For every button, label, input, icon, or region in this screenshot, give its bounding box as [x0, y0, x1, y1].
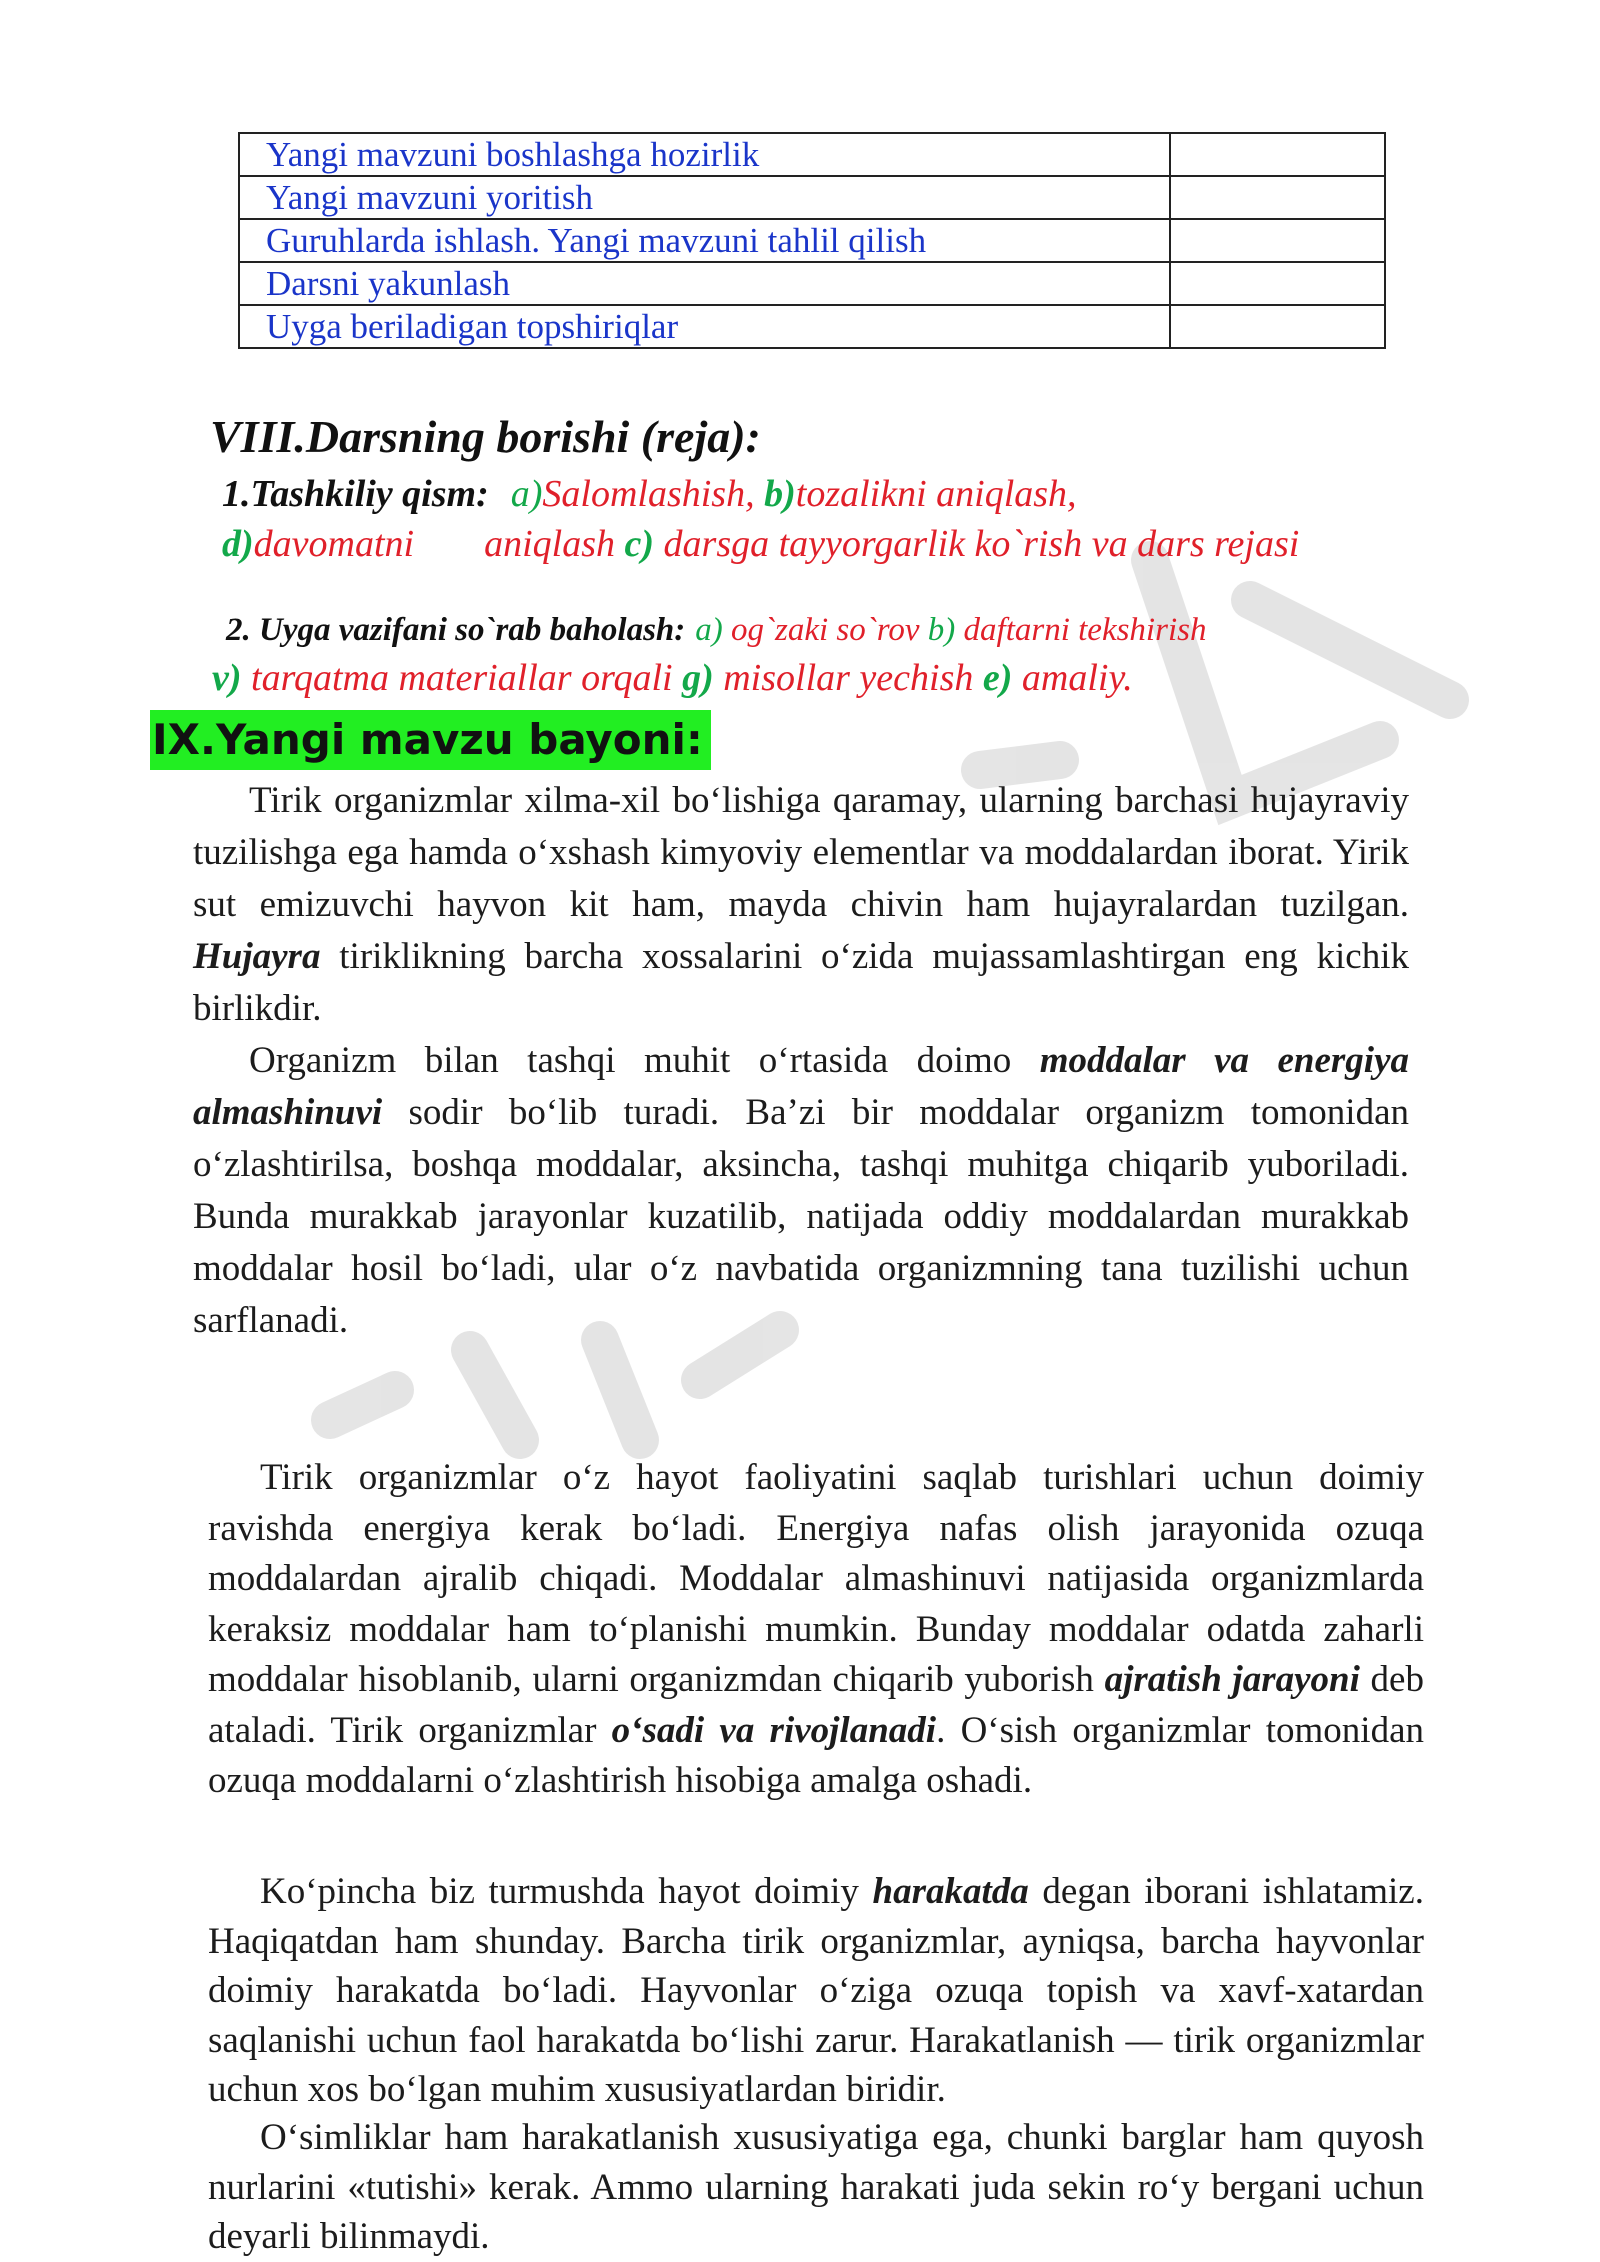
table-cell-empty	[1170, 262, 1385, 305]
option-marker: a)	[695, 612, 723, 648]
paragraph-text: Tirik organizmlar xilma-xil bo‘lishiga qaramay, ularning barchasi hujayraviy tuzilishga ega hamda o‘xshash kimyoviy elementlar va moddalardan iborat. Yirik sut emizuvchi hayvon kit ham, mayda chivin ham hujayralardan tuzilgan.	[193, 780, 1409, 925]
table-row	[239, 219, 1385, 262]
paragraph-text: Organizm bilan tashqi muhit o‘rtasida doimo	[249, 1040, 1040, 1081]
paragraph-text: Ko‘pincha biz turmushda hayot doimiy	[260, 1871, 873, 1912]
option-text: tozalikni aniqlash,	[795, 473, 1077, 515]
table-cell: Guruhlarda ishlash. Yangi mavzuni tahlil qilish	[239, 219, 1170, 262]
bold-term: moddalar va energiya almashinuvi	[193, 1040, 1409, 1133]
paragraph-text: deb ataladi. Tirik organizmlar	[208, 1659, 1424, 1751]
paragraph-text: tiriklikning barcha xossalarini o‘zida mujassamlashtirgan eng kichik birlikdir.	[193, 936, 1409, 1029]
bold-term: o‘sadi va rivojlanadi	[611, 1709, 937, 1751]
section-ix-heading: IX.Yangi mavzu bayoni:	[150, 710, 711, 770]
paragraph	[208, 1867, 1424, 2115]
plan-item-2-cont	[212, 656, 1133, 700]
option-marker: d)	[222, 523, 254, 565]
table-cell-empty	[1170, 305, 1385, 348]
option-text: tarqatma materiallar orqali	[241, 657, 683, 699]
option-marker: b)	[927, 612, 956, 648]
table-cell-empty	[1170, 133, 1385, 176]
paragraph	[208, 2113, 1424, 2262]
option-marker: c)	[624, 523, 655, 565]
paragraph-text: O‘simliklar ham harakatlanish xususiyatiga ega, chunki barglar ham quyosh nurlarini «tutishi» kerak. Ammo ularning harakati juda sekin ro‘y bergani uchun deyarli bilinmaydi.	[208, 2117, 1424, 2257]
item-label: 1.Tashkiliy qism	[222, 473, 477, 515]
paragraph-text: degan iborani ishlatamiz. Haqiqatdan ham shunday. Barcha tirik organizmlar, ayniqsa, barcha hayvonlar doimiy harakatda bo‘ladi. Hayvonlar o‘ziga ozuqa topish va xavf-xatardan saqlanishi uchun faol harakatda bo‘lishi zarur. Harakatlanish — tirik organizmlar uchun xos bo‘lgan muhim xususiyatlardan biridir.	[208, 1871, 1424, 2110]
section-viii-heading: VIII.Darsning borishi (reja):	[210, 411, 761, 462]
table-row	[239, 305, 1385, 348]
plan-item-1-cont	[222, 522, 1299, 566]
option-marker: g)	[682, 657, 714, 699]
paragraph	[193, 1035, 1409, 1347]
item-colon: :	[476, 473, 489, 515]
paragraph-text: . O‘sish organizmlar tomonidan ozuqa moddalarni o‘zlashtirish hisobiga amalga oshadi.	[208, 1709, 1424, 1801]
lesson-plan-table	[238, 132, 1386, 349]
bold-term: ajratish jarayoni	[1104, 1659, 1360, 1700]
paragraph-text: Tirik organizmlar o‘z hayot faoliyatini saqlab turishlari uchun doimiy ravishda energiya kerak bo‘ladi. Energiya nafas olish jarayonida ozuqa moddalardan ajralib chiqadi. Moddalar almashinuvi natijasida organizmlarda keraksiz moddalar ham to‘planishi mumkin. Bunday moddalar odatda zaharli moddalar hisoblanib, ularni organizmdan chiqarib yuborish	[208, 1457, 1424, 1700]
table-row	[239, 133, 1385, 176]
option-text: davomatni	[253, 523, 415, 565]
option-marker: e)	[982, 657, 1013, 699]
table-cell-empty	[1170, 219, 1385, 262]
option-text: og`zaki so`rov	[722, 612, 928, 648]
option-marker: b)	[764, 473, 796, 515]
plan-item-1	[222, 472, 1077, 516]
option-text: amaliy.	[1012, 657, 1133, 699]
table-cell: Darsni yakunlash	[239, 262, 1170, 305]
item-label: 2. Uyga vazifani so`rab baholash:	[226, 612, 686, 648]
paragraph	[193, 775, 1409, 1035]
table-row	[239, 176, 1385, 219]
option-text: darsga tayyorgarlik ko`rish va dars rejasi	[654, 523, 1300, 565]
option-text: Salomlashish,	[542, 473, 765, 515]
table-row	[239, 262, 1385, 305]
option-text: daftarni tekshirish	[955, 612, 1207, 648]
option-marker: a)	[510, 473, 543, 515]
table-cell: Yangi mavzuni yoritish	[239, 176, 1170, 219]
bold-term: harakatda	[872, 1871, 1029, 1912]
option-text: misollar yechish	[713, 657, 983, 699]
table-cell: Uyga beriladigan topshiriqlar	[239, 305, 1170, 348]
paragraph	[208, 1453, 1424, 1807]
option-marker: v)	[212, 657, 242, 699]
table-cell-empty	[1170, 176, 1385, 219]
plan-item-2	[226, 612, 1206, 649]
table-cell: Yangi mavzuni boshlashga hozirlik	[239, 133, 1170, 176]
paragraph-text: sodir bo‘lib turadi. Ba’zi bir moddalar organizm tomonidan o‘zlashtirilsa, boshqa moddalar, aksincha, tashqi muhitga chiqarib yuboriladi. Bunda murakkab jarayonlar kuzatilib, natijada oddiy moddalardan murakkab moddalar hosil bo‘ladi, ular o‘z navbatida organizmning tana tuzilishi uchun sarflanadi.	[193, 1092, 1409, 1341]
option-text: aniqlash	[484, 523, 625, 565]
bold-term: Hujayra	[193, 936, 321, 977]
